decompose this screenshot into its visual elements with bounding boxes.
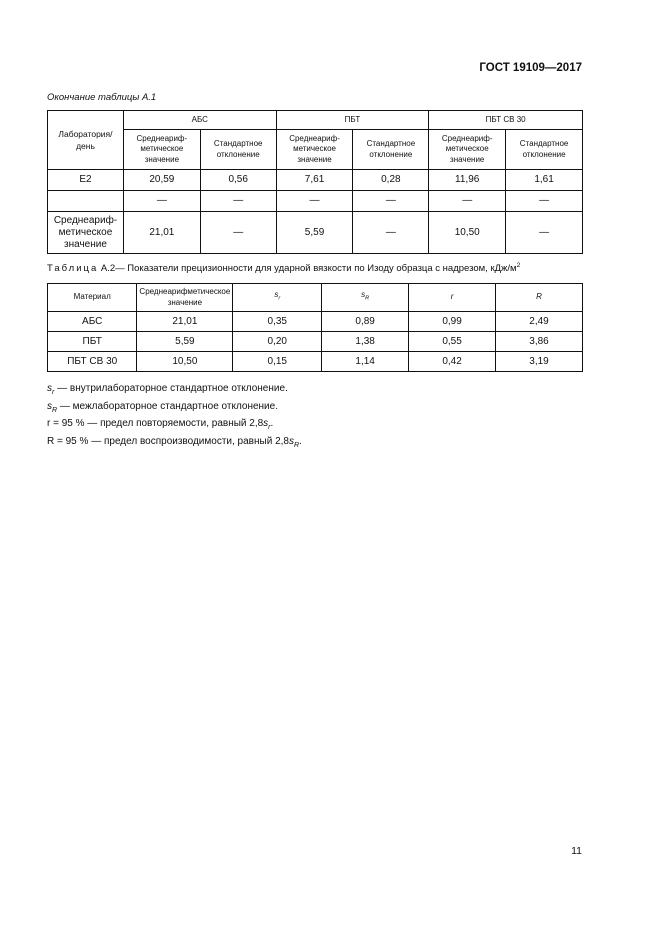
table1-sub-header: Стандартное отклонение (200, 130, 276, 170)
table1-cell: — (353, 212, 429, 254)
table1-sub-header: Среднеариф-метическое значение (276, 130, 353, 170)
table1-cell: 20,59 (123, 170, 200, 191)
table2-caption-number: А.2 (100, 263, 116, 275)
table2-cell: 0,55 (409, 332, 496, 352)
table2 (47, 283, 583, 372)
table2-caption-prefix: Таблица (47, 263, 99, 275)
table1-sub-header: Среднеариф-метическое значение (123, 130, 200, 170)
table1 (47, 110, 583, 254)
table2-header-R: R (496, 284, 583, 312)
table2-material: ПБТ СВ 30 (48, 352, 137, 372)
table2-header-sr: $s_r$ (233, 284, 322, 312)
table1-cell: — (123, 191, 200, 212)
table2-cell: 3,86 (496, 332, 583, 352)
table2-cell: 0,89 (322, 312, 409, 332)
table2-cell: 1,14 (322, 352, 409, 372)
table1-cell: 21,01 (123, 212, 200, 254)
table2-cell: 21,01 (137, 312, 233, 332)
table1-cell: 10,50 (429, 212, 506, 254)
table2-cell: 5,59 (137, 332, 233, 352)
table1-cell: — (276, 191, 353, 212)
table2-cell: 0,15 (233, 352, 322, 372)
table2-header-mean: Среднеарифметическое значение (137, 284, 233, 312)
table1-cell: 7,61 (276, 170, 353, 191)
table1-group-header: АБС (123, 111, 276, 130)
table2-cell: 0,99 (409, 312, 496, 332)
document-code: ГОСТ 19109—2017 (479, 62, 582, 74)
table1-cell: — (429, 191, 506, 212)
table1-cell: — (200, 212, 276, 254)
table1-cell: — (353, 191, 429, 212)
table-row (48, 191, 583, 212)
table2-header-sR: $s_R$ (322, 284, 409, 312)
table1-cell: 0,56 (200, 170, 276, 191)
table2-cell: 10,50 (137, 352, 233, 372)
table-row (48, 332, 583, 352)
table2-caption-text: — Показатели прецизионности для ударной вязкости по Изоду образца с надрезом, кДж/м (115, 263, 517, 275)
table2-header-material: Материал (48, 284, 137, 312)
note-line: R = 95 % — предел воспроизводимости, равный $2,8s_R$. (47, 435, 302, 449)
table2-material: АБС (48, 312, 137, 332)
page-number: 11 (571, 845, 582, 857)
table2-header-r: r (409, 284, 496, 312)
table2-cell: 0,35 (233, 312, 322, 332)
table-row (48, 212, 583, 254)
table1-sub-header: Стандартное отклонение (506, 130, 583, 170)
table1-row-label: Е2 (48, 170, 124, 191)
table1-sub-header: Стандартное отклонение (353, 130, 429, 170)
table2-cell: 2,49 (496, 312, 583, 332)
table1-row-label: Среднеариф-метическое значение (48, 212, 124, 254)
table1-cell: — (200, 191, 276, 212)
note-line: r = 95 % — предел повторяемости, равный $2,8s_r$. (47, 418, 274, 431)
table1-cell: 5,59 (276, 212, 353, 254)
table1-group-header: ПБТ (276, 111, 429, 130)
table2-caption-sup: 2 (516, 262, 521, 269)
table-row (48, 352, 583, 372)
table2-material: ПБТ (48, 332, 137, 352)
note-line: $s_R$ — межлабораторное стандартное отклонение. (47, 400, 278, 414)
table-row (48, 312, 583, 332)
notes (47, 382, 302, 452)
table1-cell: 11,96 (429, 170, 506, 191)
table1-cell: — (506, 212, 583, 254)
table1-caption: Окончание таблицы А.1 (47, 92, 157, 103)
table1-sub-header: Среднеариф-метическое значение (429, 130, 506, 170)
table2-cell: 3,19 (496, 352, 583, 372)
table1-cell: — (506, 191, 583, 212)
table2-caption (47, 262, 520, 274)
table1-group-header: ПБТ СВ 30 (429, 111, 583, 130)
table2-cell: 1,38 (322, 332, 409, 352)
table1-cell: 1,61 (506, 170, 583, 191)
table1-corner-header: Лаборатория/ день (48, 111, 124, 170)
table2-cell: 0,20 (233, 332, 322, 352)
table1-row-label (48, 191, 124, 212)
table1-cell: 0,28 (353, 170, 429, 191)
table-row (48, 170, 583, 191)
note-line: $s_r$ — внутрилабораторное стандартное отклонение. (47, 383, 288, 396)
table2-cell: 0,42 (409, 352, 496, 372)
